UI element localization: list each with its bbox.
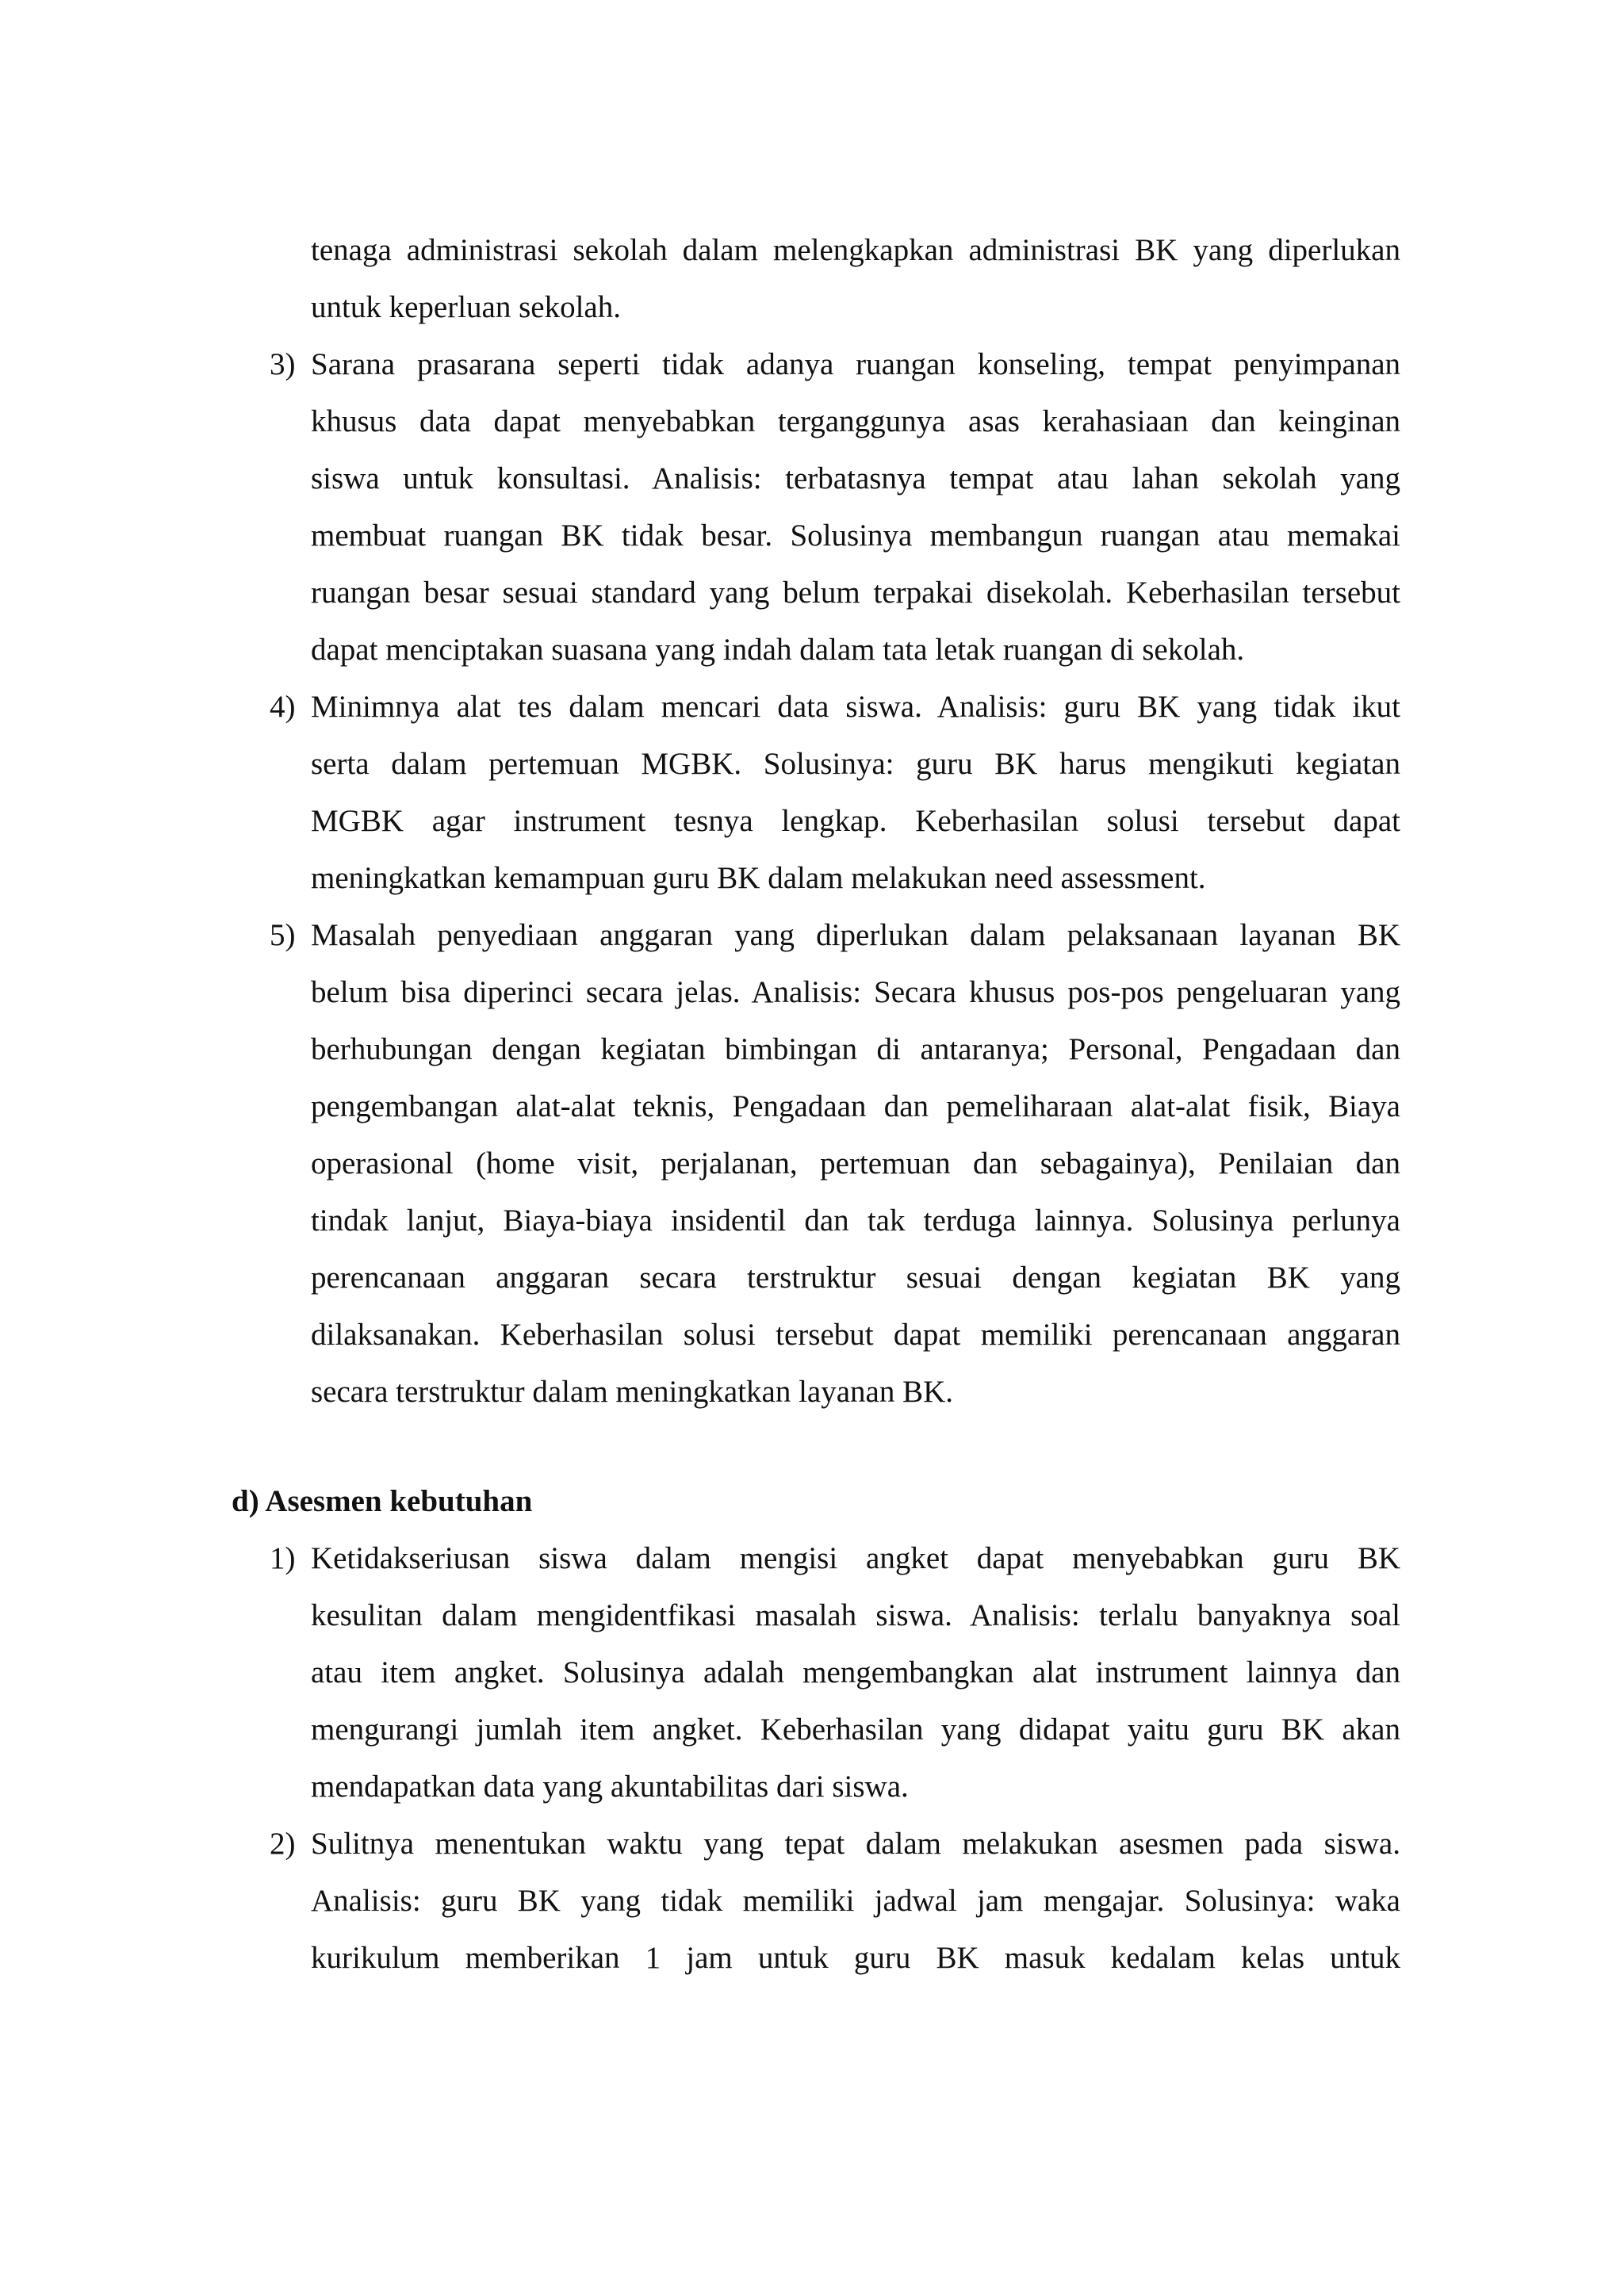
list-item-line: Masalah penyediaan anggaran yang diperlukan dalam pelaksanaan layanan BK [311, 918, 1400, 952]
list-item-line: berhubungan dengan kegiatan bimbingan di antaranya; Personal, Pengadaan dan [311, 1032, 1400, 1066]
list-item-line: kesulitan dalam mengidentfikasi masalah siswa. Analisis: terlalu banyaknya soal [311, 1598, 1400, 1632]
list-item-line: membuat ruangan BK tidak besar. Solusinya membangun ruangan atau memakai [311, 519, 1400, 553]
paragraph-line: untuk keperluan sekolah. [311, 290, 621, 324]
list-item-line: mengurangi jumlah item angket. Keberhasilan yang didapat yaitu guru BK akan [311, 1712, 1400, 1747]
paragraph-line: tenaga administrasi sekolah dalam melengkapkan administrasi BK yang diperlukan [311, 233, 1400, 267]
section-heading: d) Asesmen kebutuhan [232, 1484, 533, 1518]
list-item-line: tindak lanjut, Biaya-biaya insidentil dan tak terduga lainnya. Solusinya perlunya [311, 1203, 1400, 1238]
list-item-number: 1) [270, 1541, 296, 1575]
list-item-number: 2) [270, 1827, 296, 1861]
list-item-line: ruangan besar sesuai standard yang belum terpakai disekolah. Keberhasilan tersebut [311, 576, 1400, 610]
list-item-line: Sarana prasarana seperti tidak adanya ruangan konseling, tempat penyimpanan [311, 347, 1400, 381]
list-item-number: 5) [270, 918, 296, 952]
list-item-number: 4) [270, 690, 296, 724]
list-item-line: dapat menciptakan suasana yang indah dalam tata letak ruangan di sekolah. [311, 633, 1245, 667]
list-item-line: khusus data dapat menyebabkan terganggunya asas kerahasiaan dan keinginan [311, 404, 1400, 438]
list-item-line: perencanaan anggaran secara terstruktur sesuai dengan kegiatan BK yang [311, 1261, 1400, 1295]
list-item-number: 3) [270, 347, 296, 381]
list-item-line: MGBK agar instrument tesnya lengkap. Keberhasilan solusi tersebut dapat [311, 804, 1400, 838]
list-item-line: dilaksanakan. Keberhasilan solusi tersebut dapat memiliki perencanaan anggaran [311, 1318, 1400, 1352]
list-item-line: pengembangan alat-alat teknis, Pengadaan dan pemeliharaan alat-alat fisik, Biaya [311, 1089, 1400, 1123]
list-item-line: kurikulum memberikan 1 jam untuk guru BK masuk kedalam kelas untuk [311, 1941, 1400, 1975]
list-item-line: Sulitnya menentukan waktu yang tepat dalam melakukan asesmen pada siswa. [311, 1827, 1400, 1861]
list-item-line: secara terstruktur dalam meningkatkan layanan BK. [311, 1375, 954, 1409]
list-item-line: Ketidakseriusan siswa dalam mengisi angket dapat menyebabkan guru BK [311, 1541, 1400, 1575]
list-item-line: meningkatkan kemampuan guru BK dalam melakukan need assessment. [311, 861, 1206, 895]
list-item-line: Minimnya alat tes dalam mencari data siswa. Analisis: guru BK yang tidak ikut [311, 690, 1400, 724]
list-item-line: Analisis: guru BK yang tidak memiliki jadwal jam mengajar. Solusinya: waka [311, 1884, 1400, 1918]
list-item-line: belum bisa diperinci secara jelas. Analisis: Secara khusus pos-pos pengeluaran yang [311, 975, 1400, 1009]
list-item-line: serta dalam pertemuan MGBK. Solusinya: guru BK harus mengikuti kegiatan [311, 747, 1400, 781]
list-item-line: atau item angket. Solusinya adalah mengembangkan alat instrument lainnya dan [311, 1655, 1400, 1689]
list-item-line: siswa untuk konsultasi. Analisis: terbatasnya tempat atau lahan sekolah yang [311, 461, 1400, 496]
list-item-line: operasional (home visit, perjalanan, pertemuan dan sebagainya), Penilaian dan [311, 1146, 1400, 1181]
list-item-line: mendapatkan data yang akuntabilitas dari siswa. [311, 1770, 909, 1804]
